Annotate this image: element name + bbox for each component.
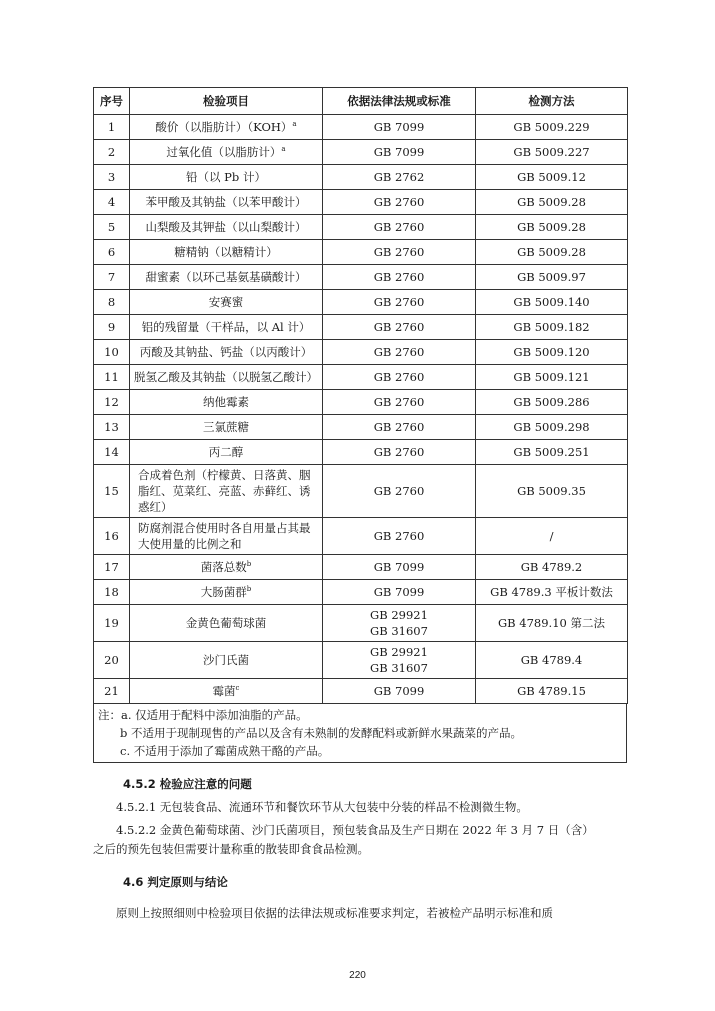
table-row (94, 140, 628, 165)
row-number: 6 (94, 240, 130, 265)
inspection-item (130, 415, 323, 440)
section-4-6-text: 原则上按照细则中检验项目依据的法律法规或标准要求判定，若被检产品明示标准和质 (116, 906, 553, 920)
inspection-item (130, 340, 323, 365)
inspection-item-text: 沙门氏菌 (203, 653, 249, 667)
inspection-item-text: 酸价（以脂肪计）（KOH） (155, 120, 293, 134)
note-c: c. 不适用于添加了霉菌成熟干酪的产品。 (120, 744, 330, 758)
test-method: GB 5009.121 (476, 365, 628, 390)
row-number: 15 (94, 465, 130, 518)
row-number: 8 (94, 290, 130, 315)
test-method: GB 5009.97 (476, 265, 628, 290)
row-number: 1 (94, 115, 130, 140)
table-row (94, 465, 628, 518)
legal-standard: GB 2760 (323, 440, 476, 465)
inspection-item (130, 215, 323, 240)
row-number: 5 (94, 215, 130, 240)
footnote-marker: a (281, 145, 286, 154)
row-number: 17 (94, 555, 130, 580)
footnote-marker: c (235, 684, 240, 693)
inspection-item-text: 苯甲酸及其钠盐（以苯甲酸计） (145, 195, 307, 209)
inspection-item (130, 605, 323, 642)
note-b: b 不适用于现制现售的产品以及含有未熟制的发酵配料或新鲜水果蔬菜的产品。 (120, 726, 523, 740)
table-row (94, 415, 628, 440)
table-row (94, 290, 628, 315)
document-page (93, 87, 627, 923)
row-number: 12 (94, 390, 130, 415)
inspection-item-text: 菌落总数 (200, 560, 247, 574)
row-number: 10 (94, 340, 130, 365)
section-4-5-2-2-continued: 之后的预先包装但需要计量称重的散装即食食品检测。 (93, 842, 369, 856)
test-method: GB 5009.28 (476, 240, 628, 265)
legal-standard: GB 2760 (323, 315, 476, 340)
header-item: 检验项目 (130, 88, 323, 115)
legal-standard: GB 2760 (323, 240, 476, 265)
header-no: 序号 (94, 88, 130, 115)
test-method: GB 5009.298 (476, 415, 628, 440)
section-4-5-2-heading: 4.5.2 检验应注意的问题 (123, 777, 252, 791)
section-4-5-2-2-text: 4.5.2.2 金黄色葡萄球菌、沙门氏菌项目，预包装食品及生产日期在 2022 年 3 月 7 日（含） (116, 823, 594, 837)
test-method: GB 5009.35 (476, 465, 628, 518)
row-number: 13 (94, 415, 130, 440)
table-row (94, 315, 628, 340)
inspection-item-text: 三氯蔗糖 (203, 420, 249, 434)
inspection-item (130, 440, 323, 465)
row-number: 14 (94, 440, 130, 465)
inspection-item (130, 555, 323, 580)
legal-standard: GB 2760 (323, 215, 476, 240)
test-method: GB 4789.3 平板计数法 (476, 580, 628, 605)
inspection-item (130, 290, 323, 315)
inspection-item-text: 安赛蜜 (208, 295, 244, 309)
legal-standard-line: GB 29921 (370, 645, 428, 659)
table-row (94, 555, 628, 580)
legal-standard: GB 7099 (323, 580, 476, 605)
inspection-item-text: 糖精钠（以糖精计） (174, 245, 278, 259)
inspection-item-line: 惑红） (138, 500, 173, 514)
table-row (94, 240, 628, 265)
test-method: GB 5009.120 (476, 340, 628, 365)
inspection-item-line: 大使用量的比例之和 (138, 537, 242, 551)
legal-standard (323, 642, 476, 679)
row-number: 3 (94, 165, 130, 190)
test-method: GB 4789.4 (476, 642, 628, 679)
table-row (94, 215, 628, 240)
inspection-item (130, 240, 323, 265)
inspection-item (130, 315, 323, 340)
legal-standard: GB 2760 (323, 465, 476, 518)
legal-standard: GB 2760 (323, 290, 476, 315)
table-row (94, 265, 628, 290)
inspection-item (130, 390, 323, 415)
inspection-item-text: 霉菌 (212, 684, 236, 698)
test-method: GB 5009.12 (476, 165, 628, 190)
inspection-item-text: 丙二醇 (208, 445, 244, 459)
section-4-5-2-1-text: 4.5.2.1 无包装食品、流通环节和餐饮环节从大包装中分装的样品不检测微生物。 (116, 800, 528, 814)
table-header-row (94, 88, 628, 115)
inspection-item (130, 580, 323, 605)
inspection-item (130, 365, 323, 390)
row-number: 4 (94, 190, 130, 215)
page-number: 220 (349, 970, 366, 981)
legal-standard: GB 7099 (323, 555, 476, 580)
test-method: GB 5009.28 (476, 215, 628, 240)
legal-standard: GB 2760 (323, 390, 476, 415)
inspection-item-line: 合成着色剂（柠檬黄、日落黄、胭 (138, 468, 311, 482)
table-row (94, 340, 628, 365)
inspection-item-text: 铅（以 Pb 计） (186, 170, 266, 184)
inspection-item-text: 丙酸及其钠盐、钙盐（以丙酸计） (139, 345, 313, 359)
legal-standard (323, 605, 476, 642)
footnote-marker: b (246, 585, 252, 594)
test-method: GB 5009.286 (476, 390, 628, 415)
legal-standard: GB 2762 (323, 165, 476, 190)
table-notes (93, 704, 627, 763)
legal-standard: GB 7099 (323, 679, 476, 704)
inspection-item (130, 165, 323, 190)
test-method: GB 4789.15 (476, 679, 628, 704)
table-row (94, 642, 628, 679)
test-method: GB 5009.140 (476, 290, 628, 315)
test-method: GB 4789.2 (476, 555, 628, 580)
inspection-item-line: 脂红、苋菜红、亮蓝、赤藓红、诱 (138, 484, 311, 498)
header-standard: 依据法律法规或标准 (323, 88, 476, 115)
inspection-item-text: 纳他霉素 (203, 395, 249, 409)
inspection-item-text: 山梨酸及其钾盐（以山梨酸计） (145, 220, 307, 234)
legal-standard: GB 7099 (323, 140, 476, 165)
legal-standard-line: GB 31607 (370, 624, 428, 638)
header-method: 检测方法 (476, 88, 628, 115)
inspection-items-table (93, 87, 628, 704)
inspection-item (130, 465, 323, 518)
test-method: GB 5009.182 (476, 315, 628, 340)
legal-standard: GB 2760 (323, 518, 476, 555)
section-4-6 (93, 873, 627, 923)
inspection-item-text: 大肠菌群 (200, 585, 247, 599)
test-method: GB 5009.229 (476, 115, 628, 140)
legal-standard: GB 2760 (323, 415, 476, 440)
table-row (94, 440, 628, 465)
legal-standard: GB 2760 (323, 265, 476, 290)
legal-standard-line: GB 29921 (370, 608, 428, 622)
row-number: 11 (94, 365, 130, 390)
table-row (94, 580, 628, 605)
footnote-marker: a (292, 120, 297, 129)
legal-standard-line: GB 31607 (370, 661, 428, 675)
legal-standard: GB 2760 (323, 340, 476, 365)
test-method: / (476, 518, 628, 555)
row-number: 20 (94, 642, 130, 679)
test-method: GB 5009.28 (476, 190, 628, 215)
row-number: 19 (94, 605, 130, 642)
inspection-item (130, 140, 323, 165)
inspection-item-text: 铝的残留量（干样品，以 Al 计） (141, 320, 311, 334)
table-row (94, 518, 628, 555)
table-row (94, 605, 628, 642)
section-4-6-heading: 4.6 判定原则与结论 (123, 875, 228, 889)
test-method: GB 4789.10 第二法 (476, 605, 628, 642)
inspection-item-text: 脱氢乙酸及其钠盐（以脱氢乙酸计） (134, 370, 318, 384)
inspection-item (130, 518, 323, 555)
inspection-item-text: 过氧化值（以脂肪计） (166, 145, 282, 159)
row-number: 2 (94, 140, 130, 165)
row-number: 9 (94, 315, 130, 340)
legal-standard: GB 2760 (323, 365, 476, 390)
row-number: 18 (94, 580, 130, 605)
row-number: 7 (94, 265, 130, 290)
inspection-item (130, 679, 323, 704)
legal-standard: GB 7099 (323, 115, 476, 140)
table-row (94, 190, 628, 215)
inspection-item-line: 防腐剂混合使用时各自用量占其最 (138, 521, 311, 535)
test-method: GB 5009.227 (476, 140, 628, 165)
row-number: 16 (94, 518, 130, 555)
row-number: 21 (94, 679, 130, 704)
inspection-item (130, 190, 323, 215)
inspection-item-text: 甜蜜素（以环己基氨基磺酸计） (145, 270, 307, 284)
inspection-item (130, 115, 323, 140)
table-row (94, 165, 628, 190)
footnote-marker: b (246, 560, 252, 569)
test-method: GB 5009.251 (476, 440, 628, 465)
legal-standard: GB 2760 (323, 190, 476, 215)
note-a: 注：a. 仅适用于配料中添加油脂的产品。 (98, 708, 308, 722)
inspection-item-text: 金黄色葡萄球菌 (185, 616, 267, 630)
inspection-item (130, 642, 323, 679)
table-row (94, 365, 628, 390)
table-row (94, 679, 628, 704)
table-row (94, 115, 628, 140)
section-4-5-2 (93, 775, 627, 859)
table-row (94, 390, 628, 415)
inspection-item (130, 265, 323, 290)
